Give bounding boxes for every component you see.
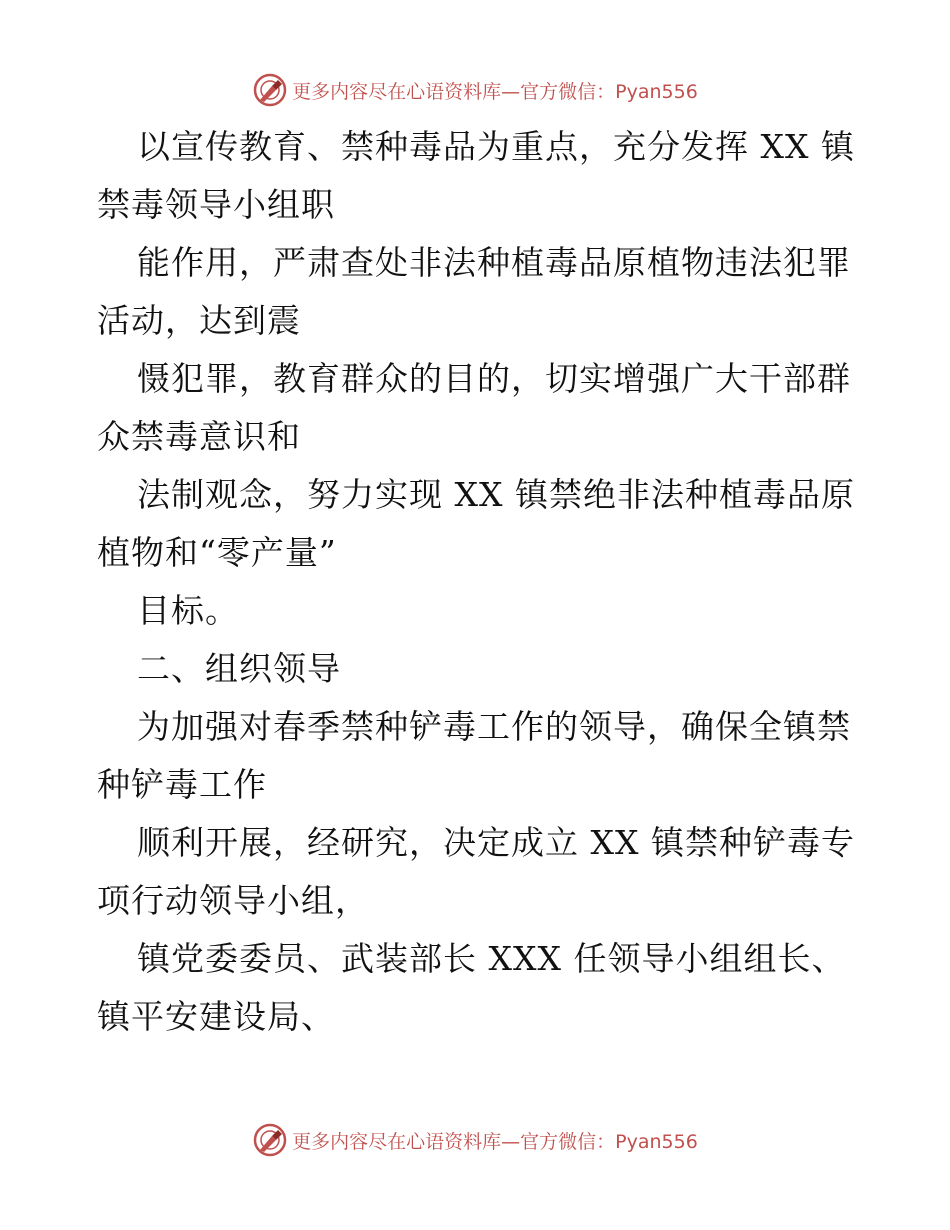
- section-heading: 二、组织领导: [137, 649, 341, 688]
- document-body: [97, 118, 857, 1046]
- body-line: 以宣传教育、禁种毒品为重点，充分发挥 XX 镇: [137, 127, 855, 166]
- body-line: 为加强对春季禁种铲毒工作的领导，确保全镇禁: [137, 707, 851, 746]
- watermark-text: 更多内容尽在心语资料库—官方微信：Pyan556: [292, 1130, 698, 1153]
- watermark-text: 更多内容尽在心语资料库—官方微信：Pyan556: [292, 80, 698, 103]
- body-line: 项行动领导小组，: [97, 881, 369, 920]
- footer-watermark: [0, 1120, 950, 1160]
- body-line: 活动，达到震: [97, 301, 301, 340]
- body-line: 镇党委委员、武装部长 XXX 任领导小组组长、: [137, 939, 846, 978]
- body-line: 慑犯罪，教育群众的目的，切实增强广大干部群: [137, 359, 851, 398]
- pen-logo-icon: [252, 72, 288, 108]
- body-line: 种铲毒工作: [97, 765, 267, 804]
- body-line: 禁毒领导小组职: [97, 185, 335, 224]
- body-line: 能作用，严肃查处非法种植毒品原植物违法犯罪: [137, 243, 851, 282]
- body-line: 顺利开展，经研究，决定成立 XX 镇禁种铲毒专: [137, 823, 855, 862]
- header-watermark: [0, 70, 950, 110]
- body-line: 目标。: [137, 591, 239, 630]
- body-line: 众禁毒意识和: [97, 417, 301, 456]
- body-line: 镇平安建设局、: [97, 997, 335, 1036]
- body-line: 植物和“零产量”: [97, 533, 337, 572]
- pen-logo-icon: [252, 1122, 288, 1158]
- body-line: 法制观念，努力实现 XX 镇禁绝非法种植毒品原: [137, 475, 855, 514]
